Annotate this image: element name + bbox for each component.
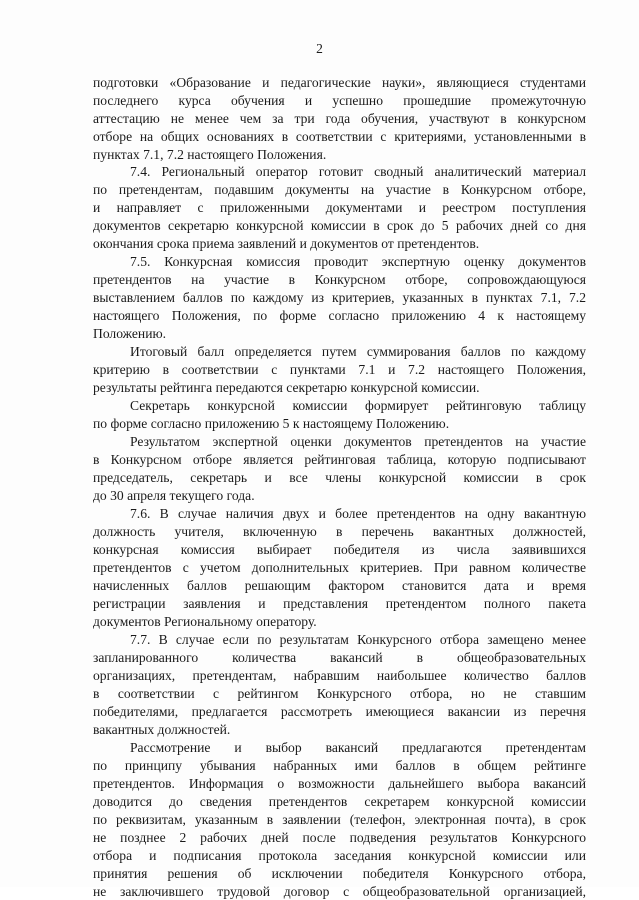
text-line: отборе на общих основаниях в соответствии с критериями, установленными в (93, 129, 586, 144)
text-line: запланированного количества вакансий в общеобразовательных (93, 650, 586, 665)
text-line: Рассмотрение и выбор вакансий предлагаются претендентам (130, 740, 586, 755)
text-line: по форме согласно приложению 5 к настоящему Положению. (93, 416, 450, 431)
text-line: конкурсная комиссия выбирает победителя из числа заявившихся (93, 542, 586, 557)
text-line: критерию в соответствии с пунктами 7.1 и 7.2 настоящего Положения, (93, 362, 586, 377)
text-line: доводится до сведения претендентов секретарем конкурсной комиссии (93, 794, 586, 809)
text-line: Итоговый балл определяется путем суммирования баллов по каждому (130, 344, 586, 359)
text-line: 7.5. Конкурсная комиссия проводит экспертную оценку документов (130, 254, 586, 269)
text-line: не позднее 2 рабочих дней после подведения результатов Конкурсного (93, 830, 586, 845)
text-line: выставлением баллов по каждому из критериев, указанных в пунктах 7.1, 7.2 (93, 290, 586, 305)
text-line: победителями, предлагается рассмотреть имеющиеся вакансии из перечня (93, 704, 586, 719)
text-line: до 30 апреля текущего года. (93, 488, 255, 503)
text-line: последнего курса обучения и успешно прошедшие промежуточную (93, 93, 586, 108)
text-line: не заключившего трудовой договор с общеобразовательной организацией, (93, 884, 586, 899)
text-line: должность учителя, включенную в перечень вакантных должностей, (93, 524, 586, 539)
text-line: подготовки «Образование и педагогические науки», являющиеся студентами (93, 75, 586, 90)
text-line: Положению. (93, 326, 167, 341)
text-line: Секретарь конкурсной комиссии формирует рейтинговую таблицу (130, 398, 586, 413)
text-line: регистрации заявления и представления претендентом полного пакета (93, 596, 586, 611)
text-line: по принципу убывания набранных ими баллов в общем рейтинге (93, 758, 586, 773)
text-line: в Конкурсном отборе является рейтинговая таблица, которую подписывают (93, 452, 586, 467)
page-number: 2 (316, 41, 323, 56)
text-line: претендентов на участие в Конкурсном отборе, сопровождающуюся (93, 272, 586, 287)
text-line: принятия решения об исключении победителя Конкурсного отбора, (93, 866, 586, 881)
text-line: документов секретарю конкурсной комиссии в срок до 5 рабочих дней со дня (93, 218, 586, 233)
text-line: отбора и подписания протокола заседания конкурсной комиссии или (93, 848, 586, 863)
text-line: документов Региональному оператору. (93, 614, 317, 629)
text-line: по претендентам, подавшим документы на участие в Конкурсном отборе, (93, 182, 586, 197)
text-line: Результатом экспертной оценки документов претендентов на участие (130, 434, 586, 449)
text-line: настоящего Положения, по форме согласно приложению 4 к настоящему (93, 308, 586, 323)
text-line: вакантных должностей. (93, 722, 231, 737)
text-line: результаты рейтинга передаются секретарю конкурсной комиссии. (93, 380, 480, 395)
text-line: председатель, секретарь и все члены конкурсной комиссии в срок (93, 470, 586, 485)
text-line: претендентов с учетом дополнительных критериев. При равном количестве (93, 560, 586, 575)
text-line: пунктах 7.1, 7.2 настоящего Положения. (93, 147, 327, 162)
text-line: аттестацию не менее чем за три года обучения, участвуют в конкурсном (93, 111, 586, 126)
text-line: по реквизитам, указанным в заявлении (телефон, электронная почта), в срок (93, 812, 586, 827)
text-line: окончания срока приема заявлений и документов от претендентов. (93, 236, 480, 251)
text-line: в соответствии с рейтингом Конкурсного отбора, но не ставшим (93, 686, 586, 701)
text-line: претендентов. Информация о возможности дальнейшего выбора вакансий (93, 776, 586, 791)
text-line: 7.6. В случае наличия двух и более претендентов на одну вакантную (130, 506, 586, 521)
text-line: и направляет с приложенными документами и реестром поступления (93, 200, 586, 215)
text-line: 7.4. Региональный оператор готовит сводный аналитический материал (130, 164, 586, 179)
text-line: организациях, претендентам, набравшим наибольшее количество баллов (93, 668, 586, 683)
text-line: 7.7. В случае если по результатам Конкурсного отбора замещено менее (130, 632, 586, 647)
text-line: начисленных баллов решающим фактором становится дата и время (93, 578, 586, 593)
